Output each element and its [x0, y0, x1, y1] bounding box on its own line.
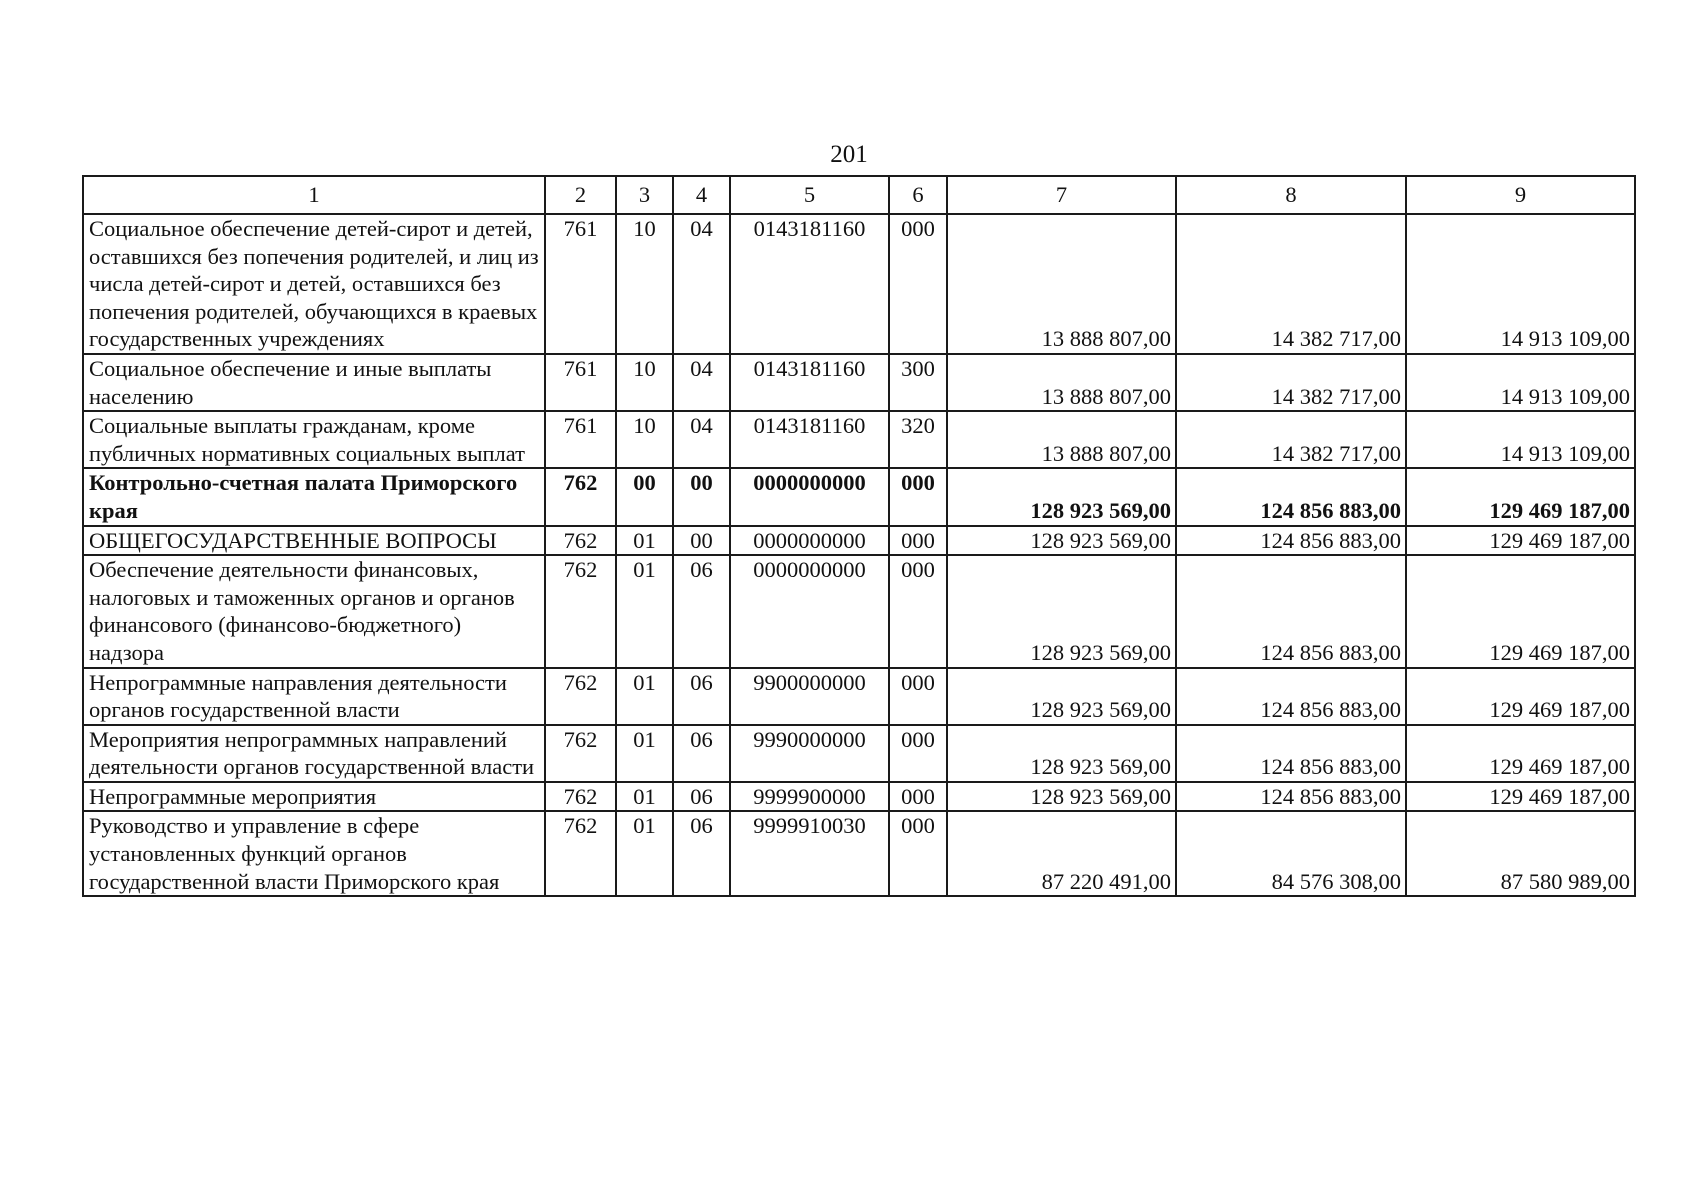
expense-type-code: 000 — [889, 555, 947, 667]
amount-col-8: 124 856 883,00 — [1176, 468, 1406, 525]
subsection-code: 04 — [673, 411, 730, 468]
table-row — [83, 214, 1635, 354]
amount-col-9: 14 913 109,00 — [1406, 354, 1635, 411]
section-code: 10 — [616, 214, 673, 354]
target-item-code: 0143181160 — [730, 214, 889, 354]
column-header: 9 — [1406, 176, 1635, 214]
section-code: 01 — [616, 782, 673, 812]
expense-type-code: 000 — [889, 468, 947, 525]
target-item-code: 9990000000 — [730, 725, 889, 782]
expense-type-code: 000 — [889, 811, 947, 896]
expense-type-code: 000 — [889, 526, 947, 556]
table-row — [83, 354, 1635, 411]
column-header: 5 — [730, 176, 889, 214]
table-row — [83, 811, 1635, 896]
column-header: 3 — [616, 176, 673, 214]
expense-type-code: 000 — [889, 725, 947, 782]
column-header: 2 — [545, 176, 616, 214]
ministry-code: 762 — [545, 555, 616, 667]
section-code: 01 — [616, 811, 673, 896]
section-code: 10 — [616, 411, 673, 468]
row-name: Социальное обеспечение и иные выплаты населению — [83, 354, 545, 411]
column-number-header-row — [83, 176, 1635, 214]
subsection-code: 04 — [673, 354, 730, 411]
column-header: 4 — [673, 176, 730, 214]
table-row — [83, 526, 1635, 556]
target-item-code: 0000000000 — [730, 526, 889, 556]
subsection-code: 00 — [673, 468, 730, 525]
ministry-code: 762 — [545, 468, 616, 525]
ministry-code: 761 — [545, 214, 616, 354]
subsection-code: 06 — [673, 811, 730, 896]
table-row — [83, 555, 1635, 667]
row-name: Социальное обеспечение детей-сирот и детей, оставшихся без попечения родителей, и лиц из числа детей-сирот и детей, оставшихся без попечения родителей, обучающихся в краевых государственных учреждениях — [83, 214, 545, 354]
ministry-code: 761 — [545, 354, 616, 411]
row-name: Обеспечение деятельности финансовых, налоговых и таможенных органов и органов финансового (финансово-бюджетного) надзора — [83, 555, 545, 667]
target-item-code: 9900000000 — [730, 668, 889, 725]
amount-col-9: 129 469 187,00 — [1406, 526, 1635, 556]
row-name: Мероприятия непрограммных направлений деятельности органов государственной власти — [83, 725, 545, 782]
ministry-code: 762 — [545, 526, 616, 556]
amount-col-7: 13 888 807,00 — [947, 214, 1176, 354]
amount-col-9: 14 913 109,00 — [1406, 411, 1635, 468]
section-code: 01 — [616, 526, 673, 556]
subsection-code: 06 — [673, 782, 730, 812]
row-name: Непрограммные направления деятельности органов государственной власти — [83, 668, 545, 725]
section-code: 01 — [616, 555, 673, 667]
subsection-code: 06 — [673, 668, 730, 725]
expense-type-code: 000 — [889, 214, 947, 354]
amount-col-8: 124 856 883,00 — [1176, 526, 1406, 556]
column-header: 8 — [1176, 176, 1406, 214]
row-name: Непрограммные мероприятия — [83, 782, 545, 812]
amount-col-7: 13 888 807,00 — [947, 354, 1176, 411]
amount-col-7: 128 923 569,00 — [947, 782, 1176, 812]
target-item-code: 0143181160 — [730, 354, 889, 411]
subsection-code: 00 — [673, 526, 730, 556]
subsection-code: 06 — [673, 555, 730, 667]
target-item-code: 0000000000 — [730, 555, 889, 667]
row-name: Контрольно-счетная палата Приморского края — [83, 468, 545, 525]
amount-col-8: 124 856 883,00 — [1176, 782, 1406, 812]
amount-col-7: 13 888 807,00 — [947, 411, 1176, 468]
ministry-code: 762 — [545, 811, 616, 896]
amount-col-9: 129 469 187,00 — [1406, 555, 1635, 667]
ministry-code: 762 — [545, 668, 616, 725]
table-row — [83, 411, 1635, 468]
expense-type-code: 000 — [889, 782, 947, 812]
row-name: Социальные выплаты гражданам, кроме публичных нормативных социальных выплат — [83, 411, 545, 468]
amount-col-7: 128 923 569,00 — [947, 468, 1176, 525]
expense-type-code: 300 — [889, 354, 947, 411]
budget-table — [82, 175, 1636, 897]
target-item-code: 0143181160 — [730, 411, 889, 468]
ministry-code: 762 — [545, 782, 616, 812]
target-item-code: 9999910030 — [730, 811, 889, 896]
amount-col-8: 14 382 717,00 — [1176, 354, 1406, 411]
table-row — [83, 782, 1635, 812]
table-row — [83, 668, 1635, 725]
table-row — [83, 725, 1635, 782]
target-item-code: 0000000000 — [730, 468, 889, 525]
amount-col-8: 84 576 308,00 — [1176, 811, 1406, 896]
amount-col-7: 128 923 569,00 — [947, 555, 1176, 667]
row-name: Руководство и управление в сфере установленных функций органов государственной власти Приморского края — [83, 811, 545, 896]
amount-col-7: 87 220 491,00 — [947, 811, 1176, 896]
section-code: 01 — [616, 725, 673, 782]
ministry-code: 762 — [545, 725, 616, 782]
subsection-code: 04 — [673, 214, 730, 354]
subsection-code: 06 — [673, 725, 730, 782]
amount-col-9: 129 469 187,00 — [1406, 468, 1635, 525]
target-item-code: 9999900000 — [730, 782, 889, 812]
amount-col-7: 128 923 569,00 — [947, 725, 1176, 782]
amount-col-9: 14 913 109,00 — [1406, 214, 1635, 354]
amount-col-9: 129 469 187,00 — [1406, 725, 1635, 782]
amount-col-7: 128 923 569,00 — [947, 526, 1176, 556]
section-code: 00 — [616, 468, 673, 525]
amount-col-9: 129 469 187,00 — [1406, 782, 1635, 812]
ministry-code: 761 — [545, 411, 616, 468]
column-header: 1 — [83, 176, 545, 214]
expense-type-code: 000 — [889, 668, 947, 725]
amount-col-8: 14 382 717,00 — [1176, 411, 1406, 468]
page-number: 201 — [830, 141, 868, 168]
expense-type-code: 320 — [889, 411, 947, 468]
amount-col-8: 14 382 717,00 — [1176, 214, 1406, 354]
amount-col-9: 87 580 989,00 — [1406, 811, 1635, 896]
amount-col-7: 128 923 569,00 — [947, 668, 1176, 725]
amount-col-8: 124 856 883,00 — [1176, 555, 1406, 667]
column-header: 7 — [947, 176, 1176, 214]
amount-col-8: 124 856 883,00 — [1176, 668, 1406, 725]
amount-col-9: 129 469 187,00 — [1406, 668, 1635, 725]
section-code: 01 — [616, 668, 673, 725]
row-name: ОБЩЕГОСУДАРСТВЕННЫЕ ВОПРОСЫ — [83, 526, 545, 556]
column-header: 6 — [889, 176, 947, 214]
section-code: 10 — [616, 354, 673, 411]
amount-col-8: 124 856 883,00 — [1176, 725, 1406, 782]
table-row-bold — [83, 468, 1635, 525]
